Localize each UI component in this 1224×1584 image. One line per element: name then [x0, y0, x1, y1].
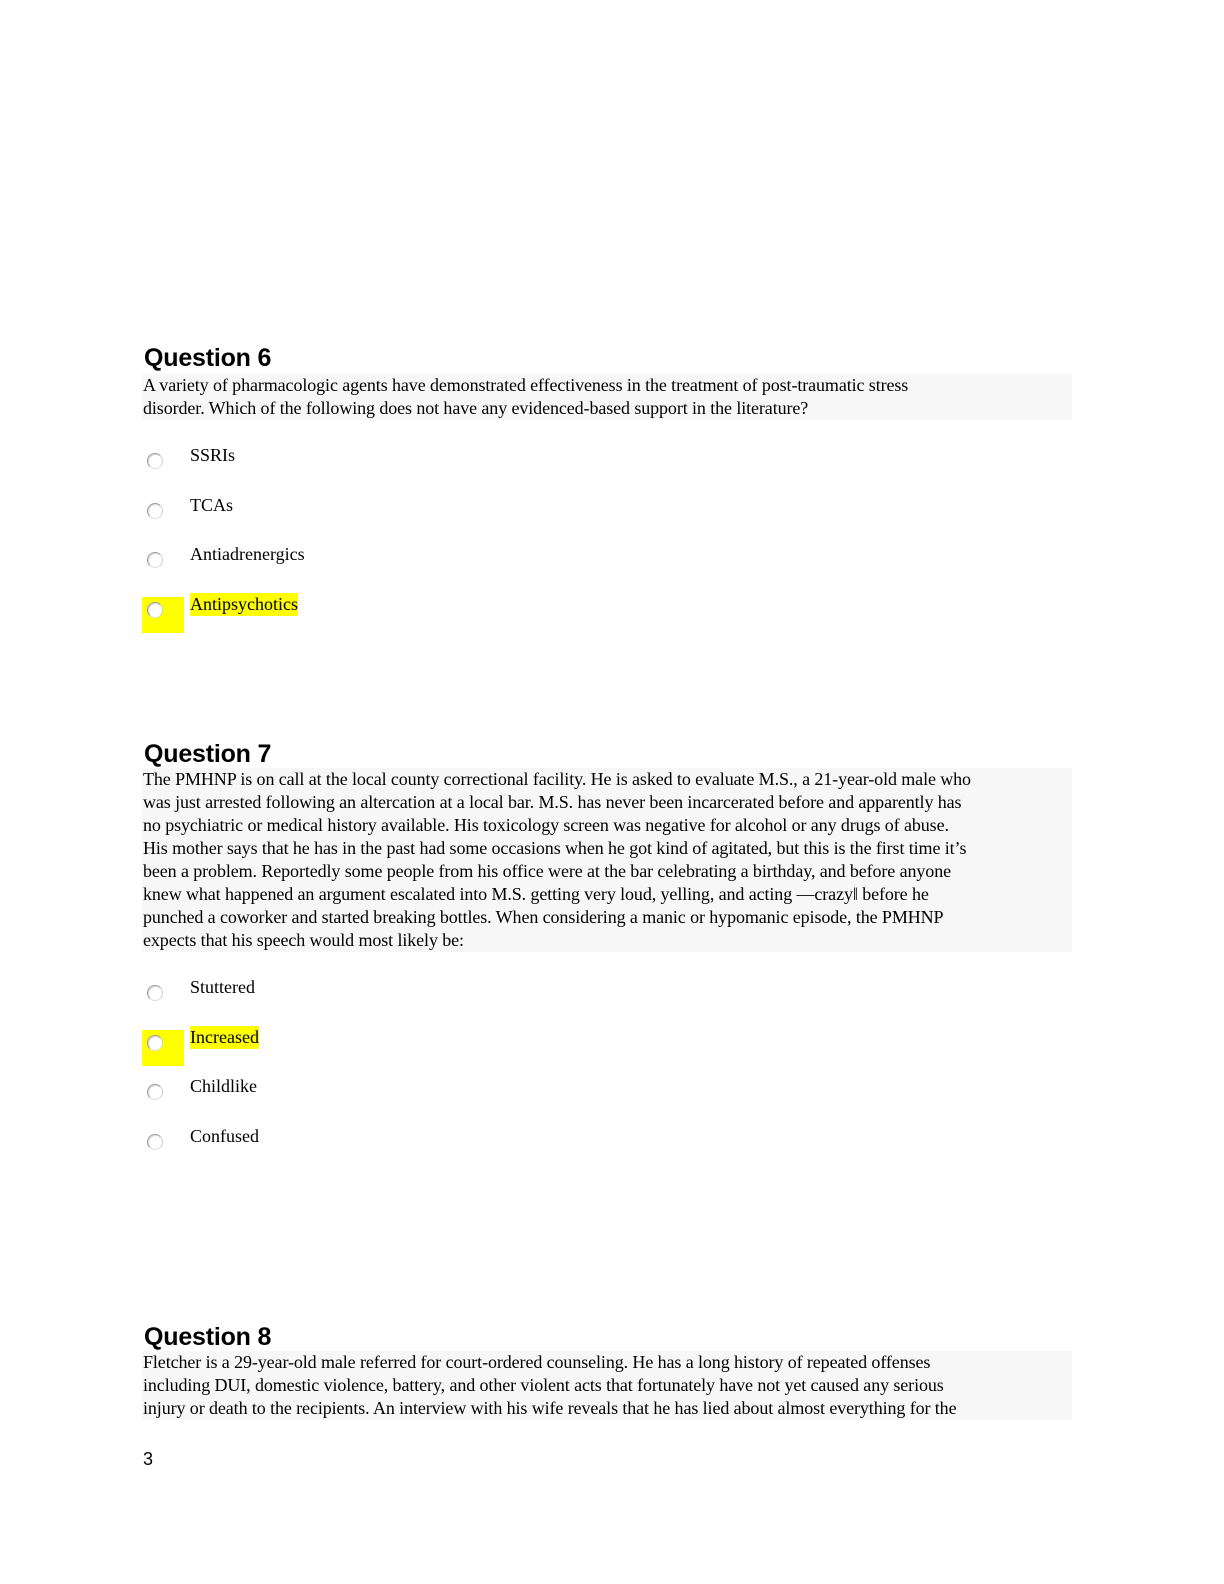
- question-text-line: Fletcher is a 29-year-old male referred for court-ordered counseling. He has a long history of repeated offenses: [143, 1352, 931, 1372]
- radio-icon: [147, 552, 163, 568]
- radio-icon: [147, 453, 163, 469]
- radio-icon: [147, 503, 163, 519]
- answer-label: SSRIs: [190, 445, 236, 465]
- question-title: Question 6: [144, 344, 272, 372]
- answer-option-childlike[interactable]: [142, 1075, 1072, 1125]
- radio-button[interactable]: [142, 448, 184, 484]
- question-text-line: been a problem. Reportedly some people from his office were at the bar celebrating a birthday, and before anyone: [143, 861, 951, 881]
- answer-options: [142, 976, 1072, 1174]
- question-text: [142, 374, 1072, 420]
- answer-label-highlighted: Antipsychotics: [190, 593, 298, 614]
- radio-icon: [147, 1134, 163, 1150]
- question-text-line: The PMHNP is on call at the local county correctional facility. He is asked to evaluate M.S., a 21-year-old male who: [143, 769, 971, 789]
- radio-button[interactable]: [142, 1079, 184, 1115]
- radio-button-highlighted[interactable]: [142, 1030, 184, 1066]
- answer-label: Stuttered: [190, 977, 255, 997]
- radio-icon: [147, 1035, 163, 1051]
- question-6: [142, 344, 1072, 642]
- question-text: [142, 768, 1072, 952]
- answer-option-tcas[interactable]: [142, 494, 1072, 544]
- answer-label: Antiadrenergics: [190, 544, 305, 564]
- answer-option-confused[interactable]: [142, 1125, 1072, 1175]
- question-8: [142, 1323, 1072, 1420]
- question-text: [142, 1351, 1072, 1420]
- radio-icon: [147, 602, 163, 618]
- question-text-line: expects that his speech would most likely be:: [143, 930, 464, 950]
- radio-button[interactable]: [142, 980, 184, 1016]
- radio-icon: [147, 1084, 163, 1100]
- radio-button[interactable]: [142, 498, 184, 534]
- answer-option-antipsychotics[interactable]: [142, 593, 1072, 643]
- question-title: Question 7: [144, 740, 272, 768]
- question-text-line: knew what happened an argument escalated into M.S. getting very loud, yelling, and acting ―crazy‖ before he: [143, 884, 929, 904]
- question-text-line: punched a coworker and started breaking bottles. When considering a manic or hypomanic episode, the PMHNP: [143, 907, 944, 927]
- answer-option-increased[interactable]: [142, 1026, 1072, 1076]
- answer-label-highlighted: Increased: [190, 1026, 259, 1047]
- radio-button[interactable]: [142, 1129, 184, 1165]
- question-text-line: including DUI, domestic violence, battery, and other violent acts that fortunately have not yet caused any serious: [143, 1375, 944, 1395]
- question-text-line: injury or death to the recipients. An interview with his wife reveals that he has lied about almost everything for the: [143, 1398, 957, 1418]
- answer-option-antiadrenergics[interactable]: [142, 543, 1072, 593]
- answer-options: [142, 444, 1072, 642]
- radio-icon: [147, 985, 163, 1001]
- question-7: [142, 740, 1072, 1174]
- question-text-line: A variety of pharmacologic agents have demonstrated effectiveness in the treatment of post-traumatic stress: [143, 375, 909, 395]
- answer-option-ssris[interactable]: [142, 444, 1072, 494]
- question-text-line: no psychiatric or medical history available. His toxicology screen was negative for alcohol or any drugs of abuse.: [143, 815, 949, 835]
- radio-button[interactable]: [142, 547, 184, 583]
- question-text-line: was just arrested following an altercation at a local bar. M.S. has never been incarcerated before and apparently has: [143, 792, 962, 812]
- question-text-line: disorder. Which of the following does not have any evidenced-based support in the literature?: [143, 398, 809, 418]
- page-number: 3: [143, 1449, 154, 1469]
- answer-label: Confused: [190, 1125, 259, 1146]
- radio-button-highlighted[interactable]: [142, 597, 184, 633]
- question-text-line: His mother says that he has in the past had some occasions when he got kind of agitated, but this is the first time it’s: [143, 838, 967, 858]
- answer-label: TCAs: [190, 494, 234, 515]
- answer-label: Childlike: [190, 1076, 257, 1096]
- answer-option-stuttered[interactable]: [142, 976, 1072, 1026]
- question-title: Question 8: [144, 1323, 272, 1351]
